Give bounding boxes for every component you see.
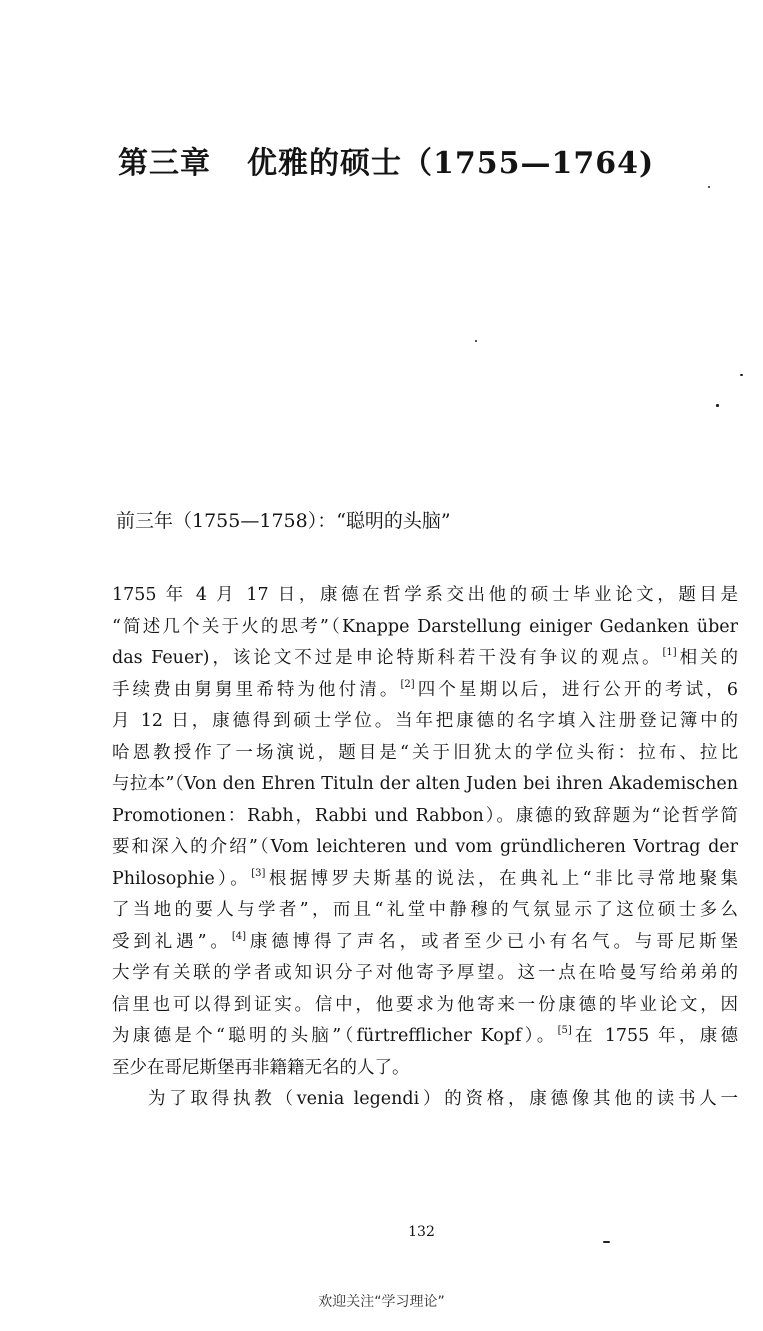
- text-line: [112, 675, 738, 707]
- text-line: [112, 706, 738, 738]
- paragraph: [112, 580, 738, 1084]
- text-line: [112, 580, 738, 612]
- text-segment: Promotionen：Rabh，Rabbi und Rabbon）。康德的致辞题为“论哲学简: [112, 805, 738, 826]
- scan-speck: [708, 186, 710, 188]
- text-segment: 要和深入的介绍”（Vom leichteren und vom gründlicheren Vortrag der: [112, 837, 738, 857]
- text-segment: 与拉本”（Von den Ehren Tituln der alten Juden bei ihren Akademischen: [112, 774, 738, 794]
- scan-speck: [740, 374, 743, 376]
- text-line: [112, 1084, 738, 1116]
- footnote-marker: [5]: [557, 1025, 572, 1036]
- text-segment: 至少在哥尼斯堡再非籍籍无名的人了。: [112, 1057, 410, 1078]
- text-line: [112, 990, 738, 1022]
- text-segment: 康德博得了声名，或者至少已小有名气。与哥尼斯堡: [245, 931, 738, 952]
- scan-speck: [475, 340, 477, 342]
- text-segment: 月 12 日，康德得到硕士学位。当年把康德的名字填入注册登记簿中的: [112, 711, 738, 731]
- text-segment: 哈恩教授作了一场演说，题目是“关于旧犹太的学位头衔：拉布、拉比: [112, 742, 738, 763]
- text-segment: 受到礼遇”。: [112, 931, 232, 952]
- section-title: 前三年（1755—1758）：“聪明的头脑”: [116, 510, 451, 532]
- text-segment: 大学有关联的学者或知识分子对他寄予厚望。这一点在哈曼写给弟弟的: [112, 963, 738, 983]
- text-segment: 相关的: [676, 648, 738, 668]
- text-line: [112, 769, 738, 801]
- text-segment: Philosophie）。: [112, 868, 252, 889]
- footnote-marker: [1]: [662, 647, 677, 658]
- chapter-title: [118, 138, 654, 182]
- scan-speck: [603, 1241, 610, 1243]
- page-number: 132: [408, 1224, 435, 1240]
- text-line: [112, 864, 738, 896]
- text-segment: 1755 年 4 月 17 日，康德在哲学系交出他的硕士毕业论文，题目是: [112, 585, 738, 605]
- footnote-marker: [4]: [231, 930, 246, 942]
- text-line: [112, 927, 738, 959]
- text-line: [112, 832, 738, 864]
- text-segment: 了当地的要人与学者”，而且“礼堂中静穆的气氛显示了这位硕士多么: [112, 900, 738, 920]
- chapter-number: 第三章: [118, 146, 211, 181]
- chapter-name: 优雅的硕士（1755—1764): [247, 146, 655, 181]
- footer-note: 欢迎关注“学习理论”: [318, 1294, 445, 1310]
- text-line: [112, 801, 738, 833]
- text-segment: das Feuer)，该论文不过是申论特斯科若干没有争议的观点。: [112, 648, 663, 668]
- footnote-marker: [3]: [251, 867, 266, 879]
- body-text: [112, 580, 738, 1116]
- text-segment: 为康德是个“聪明的头脑”（fürtrefflicher Kopf）。: [112, 1026, 558, 1046]
- footnote-marker: [2]: [400, 678, 415, 690]
- text-segment: 信里也可以得到证实。信中，他要求为他寄来一份康德的毕业论文，因: [112, 994, 738, 1015]
- paragraph: [112, 1084, 738, 1116]
- text-line: [112, 738, 738, 770]
- text-segment: 为了取得执教（venia legendi）的资格，康德像其他的读书人一: [148, 1089, 738, 1109]
- text-segment: 四个星期以后，进行公开的考试，6: [414, 679, 738, 700]
- text-line: [112, 958, 738, 990]
- text-segment: 手续费由舅舅里希特为他付清。: [112, 679, 401, 700]
- scan-speck: [716, 404, 719, 407]
- text-line: [112, 1021, 738, 1053]
- text-line: [112, 895, 738, 927]
- text-line: [112, 643, 738, 675]
- text-segment: “简述几个关于火的思考”（Knappe Darstellung einiger Gedanken über: [112, 616, 738, 637]
- text-line: [112, 1053, 738, 1085]
- text-segment: 在 1755 年，康德: [571, 1026, 738, 1046]
- text-line: [112, 612, 738, 644]
- text-segment: 根据博罗夫斯基的说法，在典礼上“非比寻常地聚集: [265, 868, 738, 889]
